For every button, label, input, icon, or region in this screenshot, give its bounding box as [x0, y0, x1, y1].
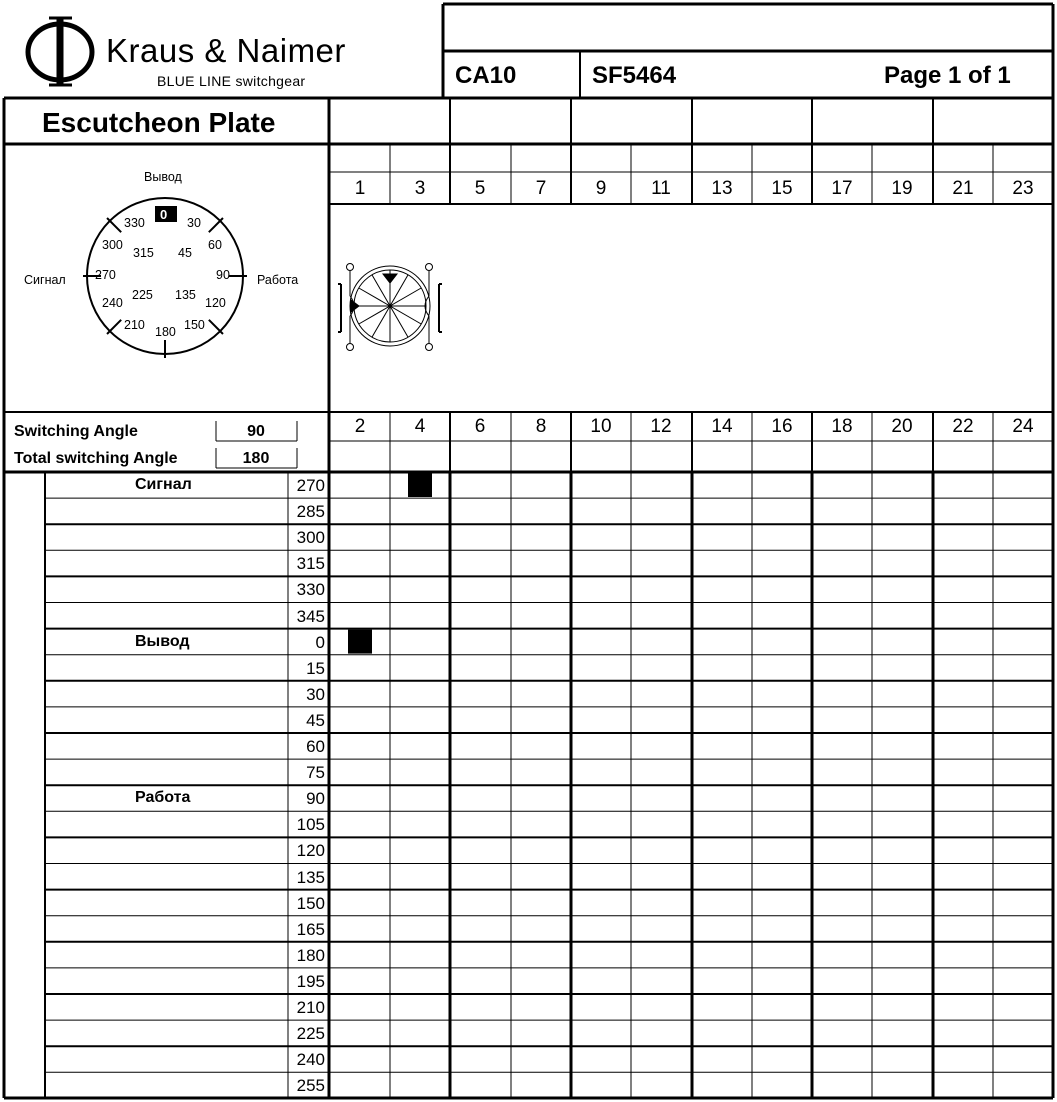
section-title: Escutcheon Plate — [42, 107, 276, 138]
dial-label-left: Сигнал — [24, 273, 66, 287]
position-angle: 45 — [306, 710, 325, 730]
terminal-top-15: 15 — [771, 178, 793, 199]
position-angle: 165 — [296, 919, 325, 939]
dial-angle-label: 270 — [95, 268, 116, 282]
brand-name: Kraus & Naimer — [106, 32, 346, 69]
terminal-bottom-12: 12 — [650, 416, 672, 437]
closed-contact-mark — [408, 473, 432, 497]
terminal-bottom-20: 20 — [891, 416, 913, 437]
terminal-bottom-18: 18 — [831, 416, 853, 437]
position-angle: 60 — [306, 737, 325, 756]
dial-angle-label: 315 — [133, 246, 154, 260]
terminal-bottom-8: 8 — [535, 416, 547, 437]
terminal-top-17: 17 — [831, 178, 853, 199]
dial-angle-label: 240 — [102, 296, 123, 310]
terminal-top-13: 13 — [711, 178, 733, 199]
dial-angle-label: 300 — [102, 238, 123, 252]
terminal-bottom-22: 22 — [952, 416, 974, 437]
terminal-top-3: 3 — [414, 178, 426, 199]
position-angle: 330 — [296, 580, 325, 600]
position-angle: 30 — [306, 684, 325, 704]
position-angle: 285 — [296, 502, 325, 522]
position-name: Сигнал — [135, 476, 192, 493]
dial-angle-label: 225 — [132, 288, 153, 302]
terminal-top-23: 23 — [1012, 178, 1034, 199]
total-angle-label: Total switching Angle — [14, 450, 178, 467]
terminal-top-1: 1 — [354, 178, 366, 199]
dial-angle-label: 30 — [187, 216, 201, 230]
position-angle: 255 — [296, 1076, 325, 1096]
position-name: Вывод — [135, 632, 190, 650]
terminal-bottom-6: 6 — [474, 416, 486, 437]
closed-contact-mark — [348, 630, 372, 654]
dial-angle-label: 45 — [178, 246, 192, 260]
total-angle-value: 180 — [242, 450, 270, 467]
dial-label-top: Вывод — [144, 170, 182, 184]
position-angle: 120 — [296, 841, 325, 861]
position-angle: 225 — [296, 1024, 325, 1044]
switching-angle-value: 90 — [247, 423, 265, 440]
switching-angle-label: Switching Angle — [14, 423, 138, 440]
position-angle: 15 — [306, 658, 325, 678]
dial-angle-label: 90 — [216, 268, 230, 282]
position-angle: 270 — [296, 476, 325, 495]
terminal-top-21: 21 — [952, 178, 974, 199]
terminal-bottom-14: 14 — [711, 416, 733, 437]
position-angle: 345 — [296, 606, 325, 626]
dial-angle-label: 120 — [205, 296, 226, 310]
position-angle: 135 — [296, 867, 325, 887]
terminal-top-5: 5 — [474, 178, 486, 199]
page-indicator: Page 1 of 1 — [884, 62, 1011, 89]
position-angle: 75 — [306, 763, 325, 783]
dial-angle-label: 180 — [155, 325, 176, 339]
series-code: CA10 — [455, 62, 517, 89]
position-angle: 240 — [296, 1050, 325, 1070]
terminal-top-9: 9 — [595, 178, 607, 199]
dial-angle-label: 330 — [124, 216, 145, 230]
position-angle: 315 — [296, 554, 325, 574]
terminal-bottom-4: 4 — [414, 416, 426, 437]
terminal-bottom-10: 10 — [590, 416, 612, 437]
dial-label-right: Работа — [257, 273, 299, 287]
program-number: SF5464 — [592, 62, 677, 89]
dial-angle-label: 210 — [124, 318, 145, 332]
position-angle: 105 — [296, 815, 325, 835]
position-angle: 0 — [315, 632, 325, 652]
contact-symbol — [338, 264, 442, 351]
dial-angle-label: 150 — [184, 318, 205, 332]
dial-angle-label: 135 — [175, 288, 196, 302]
position-angle: 180 — [296, 945, 325, 965]
brand-subtitle: BLUE LINE switchgear — [157, 73, 306, 89]
position-angle: 300 — [296, 528, 325, 548]
terminal-bottom-24: 24 — [1012, 416, 1034, 437]
terminal-top-11: 11 — [651, 178, 671, 199]
position-angle: 195 — [296, 971, 325, 991]
position-angle: 90 — [306, 789, 325, 809]
logo-mark-icon — [28, 18, 92, 85]
dial-angle-label: 60 — [208, 238, 222, 252]
terminal-bottom-2: 2 — [354, 416, 366, 437]
position-angle: 150 — [296, 893, 325, 913]
terminal-top-7: 7 — [535, 178, 547, 199]
dial-highlight-angle: 0 — [160, 207, 168, 222]
position-name: Работа — [135, 789, 191, 807]
position-angle: 210 — [296, 998, 325, 1017]
terminal-bottom-16: 16 — [771, 416, 793, 437]
terminal-top-19: 19 — [891, 178, 913, 199]
